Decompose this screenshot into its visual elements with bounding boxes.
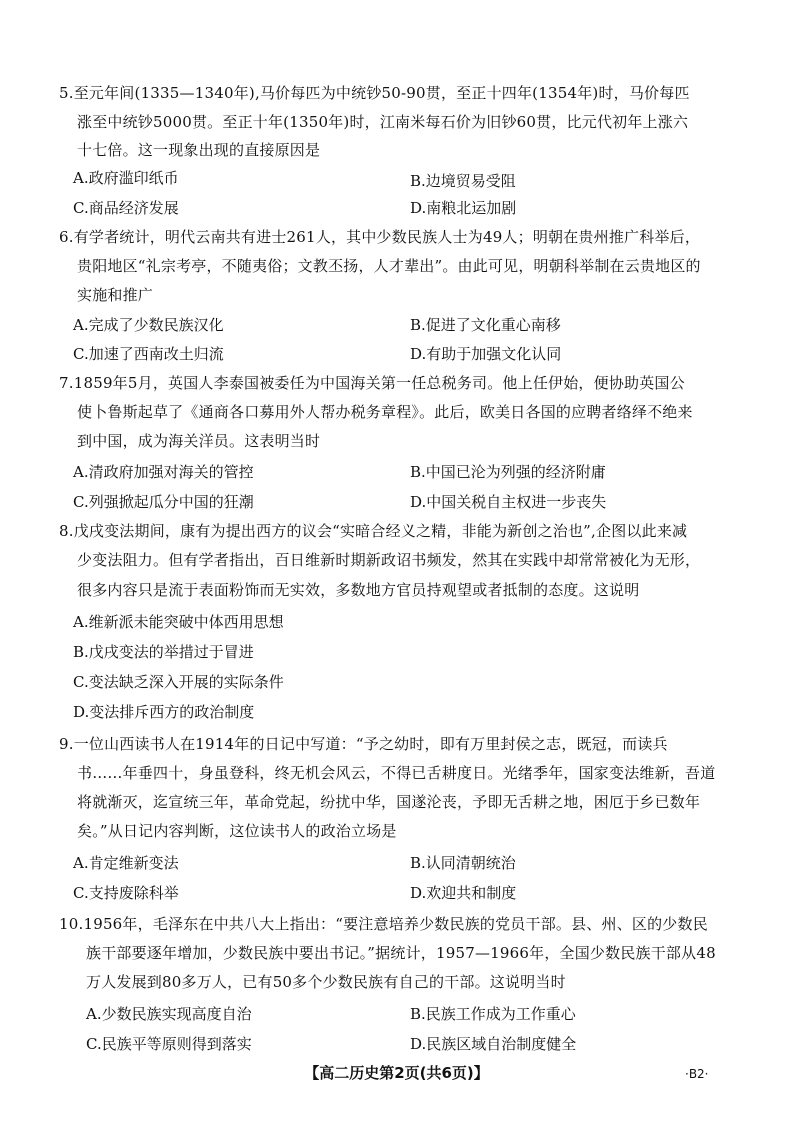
- option-b: B.中国已沦为列强的经济附庸: [410, 463, 606, 481]
- option-c: C.民族平等原则得到落实: [86, 1035, 252, 1053]
- page-footer-code: ·B2·: [685, 1067, 709, 1081]
- option-c: C.支持废除科举: [73, 884, 179, 902]
- question-text-line: 书……年垂四十，身虽登科，终无机会风云，不得已舌耕度日。光绪季年，国家变法维新，吾道: [77, 764, 716, 782]
- option-a: A.少数民族实现高度自治: [86, 1005, 252, 1023]
- question-text-line: 使卜鲁斯起草了《通商各口募用外人帮办税务章程》。此后，欧美日各国的应聘者络绎不绝来: [77, 403, 693, 421]
- question-text-line: 很多内容只是流于表面粉饰而无实效，多数地方官员持观望或者抵制的态度。这说明: [77, 581, 640, 599]
- option-c: C.加速了西南改土归流: [73, 345, 224, 363]
- question-text-line: 涨至中统钞5000贯。至正十年(1350年)时，江南米每石价为旧钞60贯，比元代初年上涨六: [77, 113, 689, 131]
- option-b: B.促进了文化重心南移: [410, 316, 561, 334]
- option-d: D.民族区域自治制度健全: [410, 1035, 577, 1053]
- option-b: B.边境贸易受阻: [410, 172, 516, 190]
- question-text-line: 少变法阻力。但有学者指出，百日维新时期新政诏书频发，然其在实践中却常常被化为无形，: [77, 551, 701, 569]
- question-text-line: 5.至元年间(1335—1340年),马价每匹为中统钞50-90贯，至正十四年(1354年)时，马价每匹: [59, 84, 690, 102]
- option-c: C.商品经济发展: [73, 199, 179, 217]
- option-a: A.政府滥印纸币: [73, 169, 179, 187]
- question-text-line: 将就渐灭，迄宣统三年，革命党起，纷扰中华，国遂沦丧，予即无舌耕之地，困厄于乡已数年: [77, 793, 701, 811]
- option-a: A.肯定维新变法: [73, 854, 179, 872]
- question-text-line: 矣。”从日记内容判断，这位读书人的政治立场是: [77, 822, 397, 840]
- question-text-line: 9.一位山西读书人在1914年的日记中写道：“予之幼时，即有万里封侯之志，既冠，而读兵: [59, 735, 668, 753]
- option-c: C.变法缺乏深入开展的实际条件: [73, 673, 284, 691]
- option-d: D.南粮北运加剧: [410, 199, 517, 217]
- option-a: A.完成了少数民族汉化: [73, 316, 224, 334]
- option-b: B.民族工作成为工作重心: [410, 1005, 576, 1023]
- option-d: D.欢迎共和制度: [410, 884, 517, 902]
- question-text-line: 8.戊戌变法期间，康有为提出西方的议会“实暗合经义之精，非能为新创之治也”,企图以此来减: [59, 522, 688, 540]
- question-text-line: 6.有学者统计，明代云南共有进士261人，其中少数民族人士为49人；明朝在贵州推广科举后，: [59, 228, 701, 246]
- page-footer-title: 【高二历史第2页(共6页)】: [304, 1064, 489, 1082]
- question-text-line: 贵阳地区“礼宗考亭，不随夷俗；文教丕扬，人才辈出”。由此可见，明朝科举制在云贵地区的: [77, 257, 701, 275]
- option-a: A.维新派未能突破中体西用思想: [73, 613, 284, 631]
- question-text-line: 万人发展到80多万人，已有50多个少数民族有自己的干部。这说明当时: [86, 973, 566, 991]
- option-a: A.清政府加强对海关的管控: [73, 463, 254, 481]
- option-d: D.有助于加强文化认同: [410, 345, 562, 363]
- option-b: B.认同清朝统治: [410, 854, 516, 872]
- question-text-line: 10.1956年，毛泽东在中共八大上指出：“要注意培养少数民族的党员干部。县、州、区的少数民: [59, 915, 708, 933]
- question-text-line: 7.1859年5月，英国人李泰国被委任为中国海关第一任总税务司。他上任伊始，便协助英国公: [59, 374, 685, 392]
- option-d: D.变法排斥西方的政治制度: [73, 703, 255, 721]
- question-text-line: 到中国，成为海关洋员。这表明当时: [77, 432, 321, 450]
- question-text-line: 族干部要逐年增加，少数民族中要出书记。”据统计，1957—1966年，全国少数民族干部从48: [86, 944, 716, 962]
- option-d: D.中国关税自主权进一步丧失: [410, 493, 607, 511]
- option-b: B.戊戌变法的举措过于冒进: [73, 643, 254, 661]
- question-text-line: 十七倍。这一现象出现的直接原因是: [77, 141, 321, 159]
- question-text-line: 实施和推广: [77, 286, 154, 304]
- option-c: C.列强掀起瓜分中国的狂潮: [73, 493, 254, 511]
